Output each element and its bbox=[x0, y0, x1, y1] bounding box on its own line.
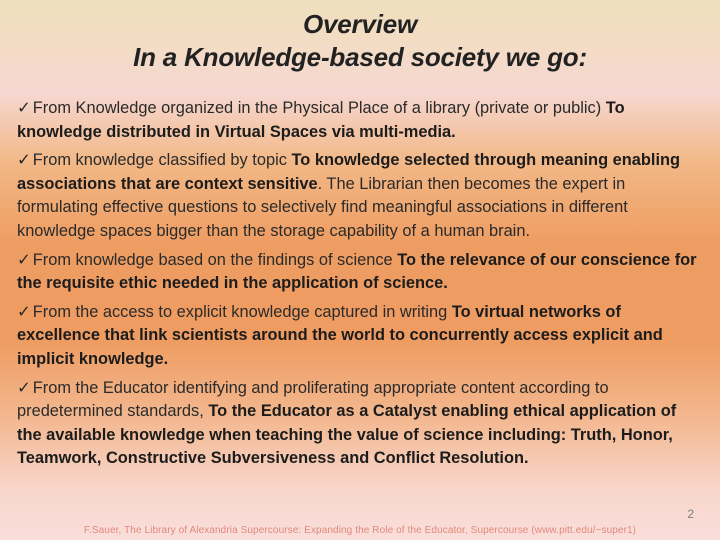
checkmark-bullet-icon: ✓ bbox=[17, 151, 31, 170]
bullet-item bbox=[17, 249, 704, 296]
bullet-item bbox=[17, 97, 704, 144]
bullet-item bbox=[17, 377, 704, 471]
bullet-text: . The Librarian then becomes the expert in formulating effective questions to selectively find meaningful associations in different knowledge spaces bigger than the storage capability of a human brain. bbox=[17, 174, 628, 240]
slide-title-line2: In a Knowledge-based society we go: bbox=[133, 42, 587, 72]
slide-title bbox=[0, 8, 720, 74]
bullet-text-bold: To virtual networks of excellence that link scientists around the world to concurrently access explicit and implicit knowledge. bbox=[17, 302, 663, 368]
bullet-text-bold: To knowledge selected through meaning enabling associations that are context sensitive bbox=[17, 151, 681, 193]
checkmark-bullet-icon: ✓ bbox=[17, 99, 31, 117]
slide-page-number: 2 bbox=[687, 507, 694, 521]
slide-title-line1: Overview bbox=[302, 9, 418, 39]
checkmark-bullet-icon: ✓ bbox=[17, 378, 31, 397]
bullet-text: From the access to explicit knowledge captured in writing bbox=[32, 302, 452, 321]
checkmark-bullet-icon: ✓ bbox=[17, 250, 31, 269]
checkmark-bullet-icon: ✓ bbox=[17, 302, 31, 321]
bullet-text-bold: To knowledge distributed in Virtual Spaces via multi-media. bbox=[17, 99, 625, 141]
bullet-item bbox=[17, 301, 704, 372]
bullet-text: From knowledge based on the findings of science bbox=[32, 250, 398, 269]
bullet-item bbox=[17, 149, 704, 243]
bullet-text-bold: To the Educator as a Catalyst enabling ethical application of the available knowledge when teaching the value of science including: Truth, Honor, Teamwork, Constructive Subversiveness and Conflict Resolution. bbox=[17, 402, 677, 468]
bullet-text: From knowledge classified by topic bbox=[32, 151, 292, 170]
bullet-text-bold: To the relevance of our conscience for the requisite ethic needed in the application of science. bbox=[17, 250, 697, 293]
bullet-text: From Knowledge organized in the Physical Place of a library (private or public) bbox=[32, 99, 606, 117]
citation-footer: F.Sauer, The Library of Alexandria Supercourse: Expanding the Role of the Educator, Supercourse (www.pitt.edu/~super1) bbox=[83, 525, 637, 536]
bullet-list bbox=[17, 97, 704, 476]
bullet-text: From the Educator identifying and proliferating appropriate content according to predetermined standards, bbox=[17, 378, 609, 421]
